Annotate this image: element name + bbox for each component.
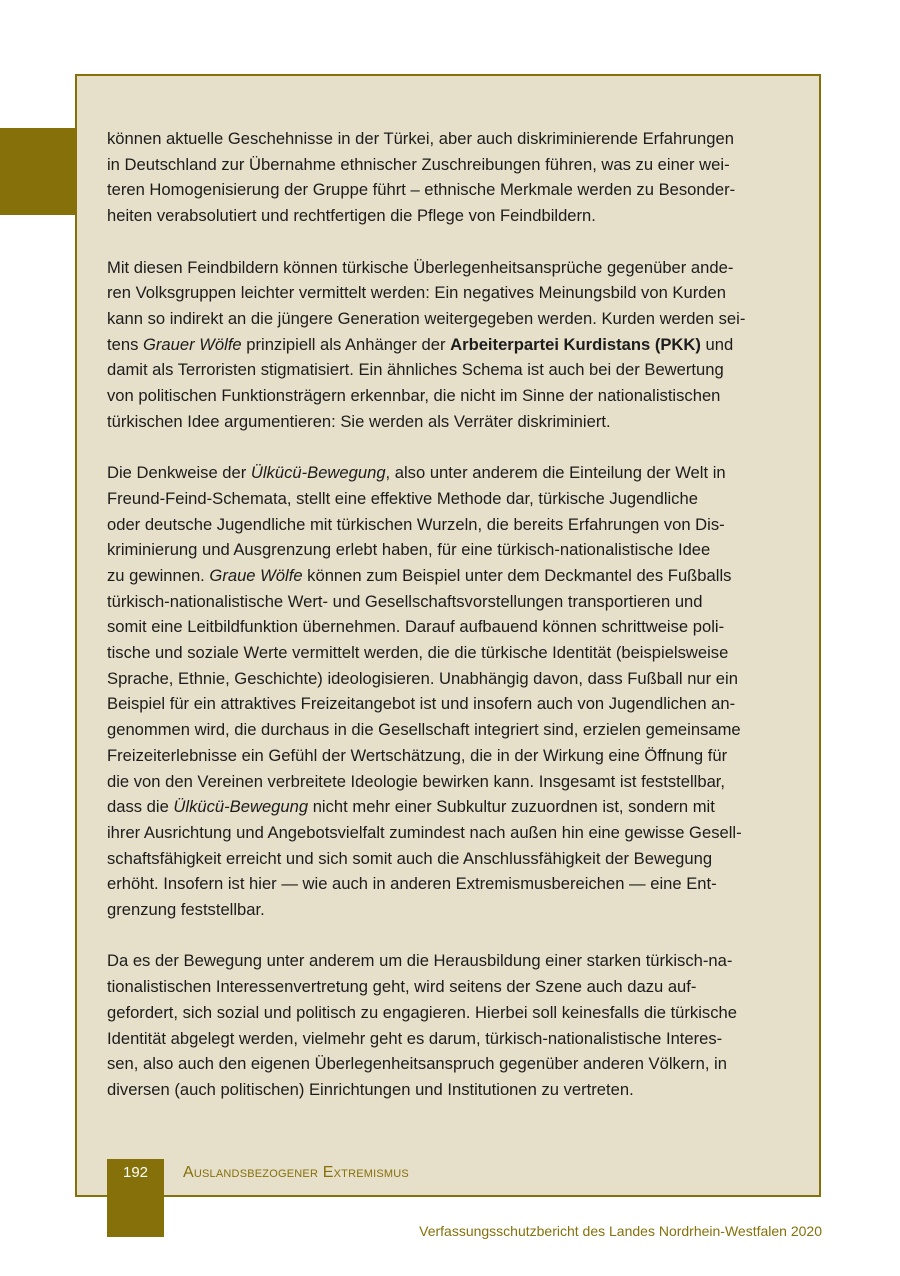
text-line: erhöht. Insofern ist hier — wie auch in anderen Extremismusbereichen — eine Ent- xyxy=(107,874,717,894)
text-line: Da es der Bewegung unter anderem um die Herausbildung einer starken türkisch-na- xyxy=(107,951,733,971)
text-line: tische und soziale Werte vermittelt werden, die die türkische Identität (beispielsweise xyxy=(107,643,729,663)
text-line: schaftsfähigkeit erreicht und sich somit auch die Anschlussfähigkeit der Bewegung xyxy=(107,848,713,868)
text-line: von politischen Funktionsträgern erkennbar, die nicht im Sinne der nationalistischen xyxy=(107,386,721,406)
text-line: teren Homogenisierung der Gruppe führt – ethnische Merkmale werden zu Besonder- xyxy=(107,180,736,200)
paragraph xyxy=(107,126,797,229)
italic-term: Graue Wölfe xyxy=(209,565,303,585)
italic-term: Grauer Wölfe xyxy=(142,334,242,354)
footer-publication-title: Verfassungsschutzbericht des Landes Nordrhein-Westfalen 2020 xyxy=(419,1223,822,1239)
text-line: tionalistischen Interessenvertretung geht, wird seitens der Szene auch dazu auf- xyxy=(107,977,697,997)
text-line: diversen (auch politischen) Einrichtungen und Institutionen zu vertreten. xyxy=(107,1079,634,1099)
page-number: 192 xyxy=(122,1164,149,1181)
text-line: können aktuelle Geschehnisse in der Türkei, aber auch diskriminierende Erfahrungen xyxy=(107,129,734,148)
text-line: kriminierung und Ausgrenzung erlebt haben, für eine türkisch-nationalistische Idee xyxy=(107,540,711,560)
text-line: die von den Vereinen verbreitete Ideologie bewirken kann. Insgesamt ist feststellbar, xyxy=(107,771,726,791)
text-line: türkisch-nationalistische Wert- und Gesellschaftsvorstellungen transportieren und xyxy=(107,591,703,611)
text-line: Identität abgelegt werden, vielmehr geht es darum, türkisch-nationalistische Interes- xyxy=(107,1028,723,1048)
text-line: oder deutsche Jugendliche mit türkischen Wurzeln, die bereits Erfahrungen von Dis- xyxy=(107,514,725,534)
text-line: sen, also auch den eigenen Überlegenheitsanspruch gegenüber anderen Völkern, in xyxy=(107,1054,727,1074)
bold-term: Arbeiterpartei Kurdistans (PKK) xyxy=(450,334,701,354)
text-line: dass die Ülkücü-Bewegung nicht mehr einer Subkultur zuzuordnen ist, sondern mit xyxy=(107,797,715,817)
paragraph xyxy=(107,948,797,1102)
paragraph xyxy=(107,255,797,435)
text-line: somit eine Leitbildfunktion übernehmen. Darauf aufbauend können schrittweise poli- xyxy=(107,617,725,637)
text-line: Beispiel für ein attraktives Freizeitangebot ist und insofern auch von Jugendlichen an- xyxy=(107,694,736,714)
text-line: zu gewinnen. Graue Wölfe können zum Beispiel unter dem Deckmantel des Fußballs xyxy=(107,565,732,585)
side-tab-marker xyxy=(0,128,76,215)
text-line: tens Grauer Wölfe prinzipiell als Anhänger der Arbeiterpartei Kurdistans (PKK) und xyxy=(107,334,734,354)
text-line: Die Denkweise der Ülkücü-Bewegung, also unter anderem die Einteilung der Welt in xyxy=(107,463,726,483)
text-line: ren Volksgruppen leichter vermittelt werden: Ein negatives Meinungsbild von Kurden xyxy=(107,283,726,303)
body-text xyxy=(107,126,797,1103)
text-line: grenzung feststellbar. xyxy=(107,900,265,920)
text-line: ihrer Ausrichtung und Angebotsvielfalt zumindest nach außen hin eine gewisse Gesell- xyxy=(107,822,742,842)
text-line: damit als Terroristen stigmatisiert. Ein ähnliches Schema ist auch bei der Bewertung xyxy=(107,360,724,380)
text-line: Freund-Feind-Schemata, stellt eine effektive Methode dar, türkische Jugendliche xyxy=(107,488,698,508)
text-line: türkischen Idee argumentieren: Sie werden als Verräter diskriminiert. xyxy=(107,411,611,431)
italic-term: Ülkücü-Bewegung xyxy=(173,797,309,817)
paragraph xyxy=(107,460,797,923)
text-line: Sprache, Ethnie, Geschichte) ideologisieren. Unabhängig davon, dass Fußball nur ein xyxy=(107,668,738,688)
text-line: Freizeiterlebnisse ein Gefühl der Wertschätzung, die in der Wirkung eine Öffnung für xyxy=(107,745,728,765)
text-line: kann so indirekt an die jüngere Generation weitergegeben werden. Kurden werden sei- xyxy=(107,308,746,328)
text-line: gefordert, sich sozial und politisch zu engagieren. Hierbei soll keinesfalls die türkische xyxy=(107,1002,737,1022)
text-line: Mit diesen Feindbildern können türkische Überlegenheitsansprüche gegenüber ande- xyxy=(107,257,734,277)
text-line: genommen wird, die durchaus in die Gesellschaft integriert sind, erzielen gemeinsame xyxy=(107,720,741,740)
italic-term: Ülkücü-Bewegung xyxy=(250,463,386,483)
text-line: in Deutschland zur Übernahme ethnischer Zuschreibungen führen, was zu einer wei- xyxy=(107,154,730,174)
section-title: Auslandsbezogener Extremismus xyxy=(183,1164,409,1181)
text-line: heiten verabsolutiert und rechtfertigen die Pflege von Feindbildern. xyxy=(107,206,596,226)
